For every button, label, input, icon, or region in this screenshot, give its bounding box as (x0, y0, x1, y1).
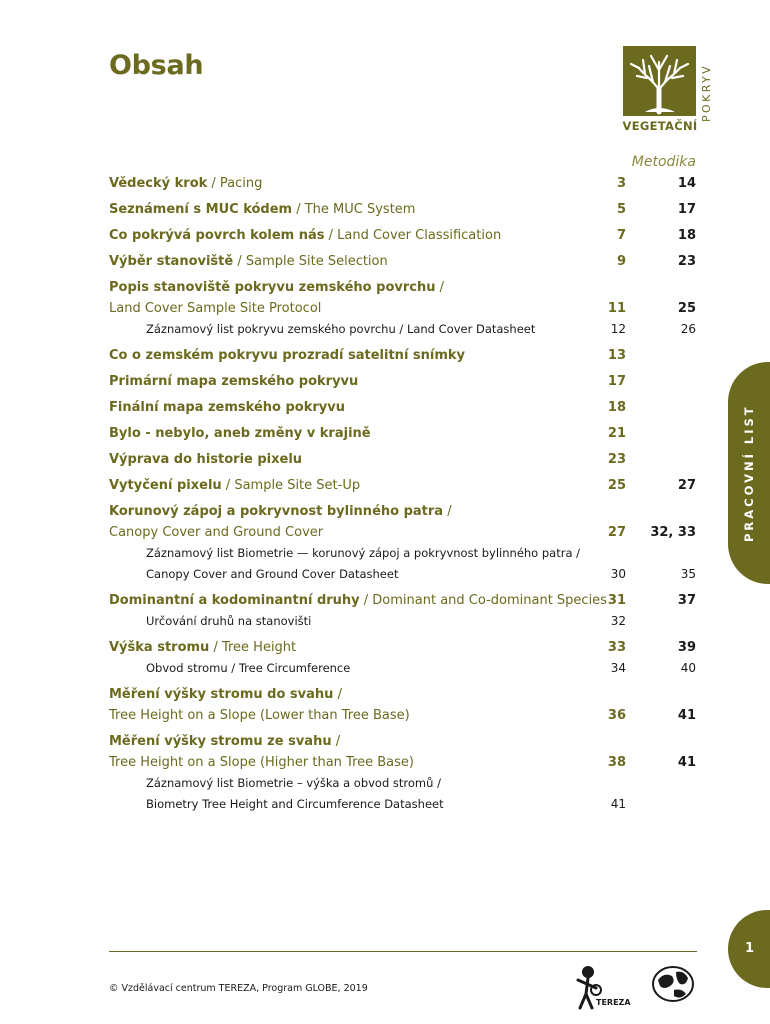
page-metodika: 30 (610, 567, 626, 581)
toc-subentry-title: Záznamový list Biometrie – výška a obvod stromů / (146, 776, 441, 790)
page-metodika: 3 (616, 176, 626, 191)
toc-entry (109, 449, 699, 470)
toc-subentry-title: Určování druhů na stanovišti (146, 614, 312, 628)
logo-vertical-text: POKRYV (700, 63, 713, 122)
logo-bottom-text: VEGETAČNÍ (622, 119, 698, 133)
toc-title-cz: Co pokrývá povrch kolem nás (109, 228, 325, 243)
toc-title-en: / (331, 734, 341, 749)
page-pracovni-list: 14 (677, 176, 696, 191)
toc-entry (109, 475, 699, 496)
toc-subentry (109, 773, 699, 794)
page-metodika: 36 (607, 708, 626, 723)
page-metodika: 17 (607, 374, 626, 389)
toc-title-en: / Pacing (207, 176, 263, 191)
toc-row (109, 731, 699, 752)
toc-title-en: / Land Cover Classification (324, 228, 502, 243)
toc-row (109, 199, 699, 220)
page-pracovni-list: 41 (677, 755, 696, 770)
toc-subentry-title: Záznamový list pokryvu zemského povrchu / Land Cover Datasheet (146, 322, 536, 336)
toc-title-cz: Seznámení s MUC kódem (109, 202, 293, 217)
toc-entry (109, 501, 699, 585)
toc-title-en-line2: Canopy Cover and Ground Cover (109, 525, 324, 540)
page-metodika: 31 (607, 593, 626, 608)
toc-entry-title (109, 225, 501, 246)
toc-subentry (109, 543, 699, 564)
page-number-tab (728, 910, 770, 988)
toc-title-cz: Měření výšky stromu do svahu (109, 687, 334, 702)
toc-entry (109, 684, 699, 726)
toc-row (109, 251, 699, 272)
toc-row (109, 345, 699, 366)
page-pracovni-list: 40 (680, 661, 696, 675)
toc-title-cz: Dominantní a kodominantní druhy (109, 593, 360, 608)
toc-entry-title (109, 173, 262, 194)
page-pracovni-list: 26 (680, 322, 696, 336)
toc-title-en: / Sample Site Selection (233, 254, 388, 269)
toc-subentry (109, 658, 699, 679)
toc-row (109, 475, 699, 496)
toc-row (109, 684, 699, 705)
toc-subentry (109, 611, 699, 632)
tereza-wordmark: TEREZA (596, 998, 631, 1007)
toc-entry-title (109, 199, 415, 220)
toc-title-en-line2: Tree Height on a Slope (Lower than Tree Base) (109, 708, 410, 723)
toc-row (109, 752, 699, 773)
page-metodika: 7 (616, 228, 626, 243)
toc-title-en: / Dominant and Co-dominant Species (359, 593, 607, 608)
toc-subentry-title: Záznamový list Biometrie — korunový zápoj a pokryvnost bylinného patra / (146, 546, 581, 560)
side-tab-pracovni-list (728, 362, 770, 584)
page-metodika: 11 (607, 301, 626, 316)
toc-entry-title (109, 501, 452, 522)
toc-entry (109, 397, 699, 418)
page-metodika: 12 (610, 322, 626, 336)
table-of-contents (109, 173, 699, 820)
toc-title-cz: Popis stanoviště pokryvu zemského povrchu (109, 280, 436, 295)
toc-title-cz: Bylo - nebylo, aneb změny v krajině (109, 426, 371, 441)
toc-row (109, 522, 699, 543)
toc-entry (109, 423, 699, 444)
toc-entry (109, 590, 699, 632)
toc-entry (109, 345, 699, 366)
toc-row (109, 423, 699, 444)
toc-entry-title (109, 397, 345, 418)
page-metodika: 27 (607, 525, 626, 540)
page-metodika: 21 (607, 426, 626, 441)
page-metodika: 18 (607, 400, 626, 415)
globe-logo-icon (650, 964, 696, 1004)
toc-title-cz: Korunový zápoj a pokryvnost bylinného patra (109, 504, 444, 519)
toc-entry (109, 637, 699, 679)
toc-title-en: / The MUC System (292, 202, 416, 217)
toc-entry (109, 277, 699, 340)
column-header-metodika: Metodika (631, 154, 696, 170)
page-pracovni-list: 17 (677, 202, 696, 217)
toc-title-en: / (333, 687, 342, 702)
page-metodika: 34 (610, 661, 626, 675)
toc-title-en-line2: Land Cover Sample Site Protocol (109, 301, 322, 316)
page-pracovni-list: 35 (680, 567, 696, 581)
toc-title-cz: Výprava do historie pixelu (109, 452, 303, 467)
page-pracovni-list: 32, 33 (650, 525, 696, 540)
toc-entry-title (109, 277, 444, 298)
page-metodika: 13 (607, 348, 626, 363)
toc-subentry-title: Canopy Cover and Ground Cover Datasheet (146, 567, 399, 581)
toc-row (109, 277, 699, 298)
page-pracovni-list: 37 (677, 593, 696, 608)
toc-entry (109, 173, 699, 194)
page-metodika: 33 (607, 640, 626, 655)
toc-title-en-line2: Tree Height on a Slope (Higher than Tree Base) (109, 755, 414, 770)
toc-title-cz: Vytyčení pixelu (109, 478, 222, 493)
page-pracovni-list: 41 (677, 708, 696, 723)
page-metodika: 9 (616, 254, 626, 269)
page-pracovni-list: 25 (677, 301, 696, 316)
toc-entry-title (109, 251, 388, 272)
toc-entry-title (109, 345, 465, 366)
toc-entry-title (109, 590, 607, 611)
toc-gap (109, 815, 699, 820)
toc-entry (109, 731, 699, 815)
tree-icon (623, 46, 696, 116)
toc-row (109, 449, 699, 470)
page-pracovni-list: 39 (677, 640, 696, 655)
toc-title-cz: Co o zemském pokryvu prozradí satelitní snímky (109, 348, 466, 363)
toc-title-cz: Finální mapa zemského pokryvu (109, 400, 345, 415)
toc-row (109, 173, 699, 194)
toc-title-cz: Výška stromu (109, 640, 210, 655)
toc-entry (109, 371, 699, 392)
toc-title-en: / (443, 504, 452, 519)
toc-row (109, 501, 699, 522)
page-pracovni-list: 18 (677, 228, 696, 243)
toc-title-en: / Tree Height (209, 640, 297, 655)
toc-entry-title (109, 731, 340, 752)
toc-subentry-title: Obvod stromu / Tree Circumference (146, 661, 351, 675)
toc-row (109, 637, 699, 658)
page-pracovni-list: 23 (677, 254, 696, 269)
toc-row (109, 397, 699, 418)
toc-title-en: / (435, 280, 444, 295)
toc-title-cz: Primární mapa zemského pokryvu (109, 374, 359, 389)
page-metodika: 23 (607, 452, 626, 467)
toc-entry-title (109, 371, 358, 392)
toc-subentry (109, 794, 699, 815)
toc-row (109, 298, 699, 319)
side-tab-label: PRACOVNÍ LIST (742, 404, 756, 542)
toc-subentry (109, 564, 699, 585)
page-pracovni-list: 27 (677, 478, 696, 493)
toc-row (109, 371, 699, 392)
toc-row (109, 225, 699, 246)
toc-subentry (109, 319, 699, 340)
toc-title-cz: Měření výšky stromu ze svahu (109, 734, 332, 749)
toc-title-cz: Výběr stanoviště (109, 254, 234, 269)
page-metodika: 38 (607, 755, 626, 770)
toc-entry (109, 199, 699, 220)
toc-row (109, 705, 699, 726)
page-title: Obsah (109, 50, 204, 81)
toc-entry (109, 251, 699, 272)
page-metodika: 41 (610, 797, 626, 811)
toc-entry-title (109, 637, 296, 658)
toc-entry-title (109, 423, 371, 444)
page-metodika: 32 (610, 614, 626, 628)
toc-title-en: / Sample Site Set-Up (221, 478, 361, 493)
toc-entry-title (109, 449, 302, 470)
toc-entry-title (109, 475, 360, 496)
page-metodika: 5 (616, 202, 626, 217)
toc-title-cz: Vědecký krok (109, 176, 208, 191)
toc-entry-title (109, 684, 342, 705)
footer-divider (109, 951, 697, 952)
page-number: 1 (745, 941, 755, 956)
toc-entry (109, 225, 699, 246)
toc-row (109, 590, 699, 611)
footer-copyright: © Vzdělávací centrum TEREZA, Program GLOBE, 2019 (109, 983, 368, 994)
toc-subentry-title: Biometry Tree Height and Circumference Datasheet (146, 797, 444, 811)
page-metodika: 25 (607, 478, 626, 493)
